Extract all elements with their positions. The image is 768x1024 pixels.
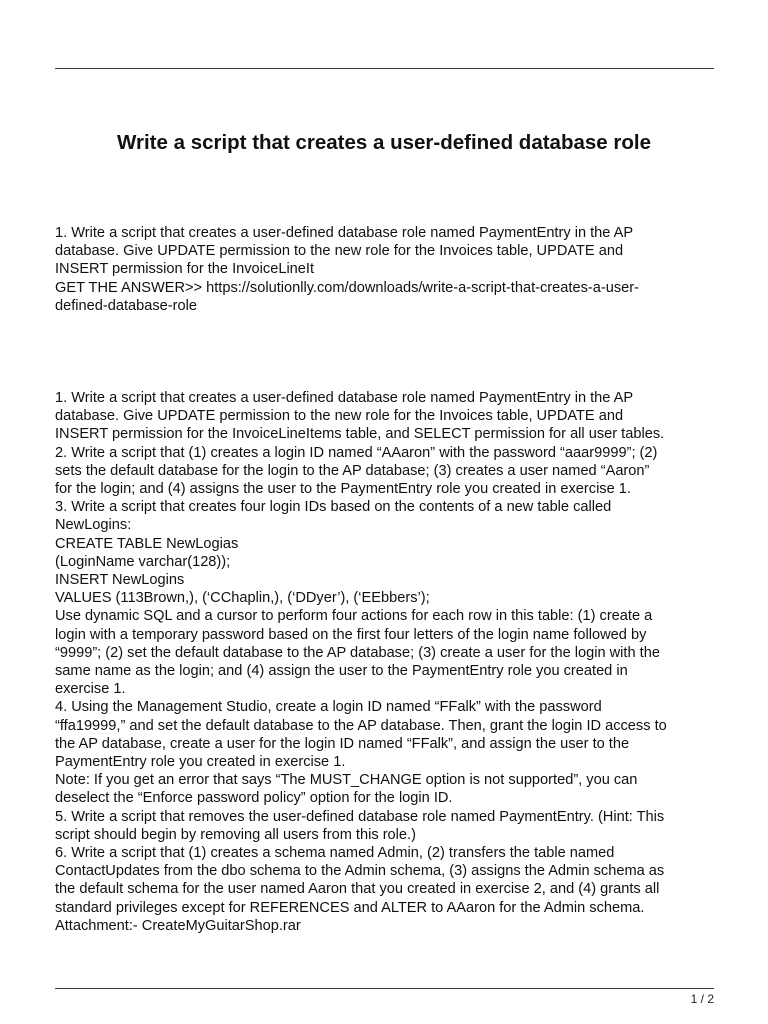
intro-paragraph [55, 224, 715, 315]
text-line: NewLogins: [55, 517, 132, 534]
text-line: “ffa19999,” and set the default database to the AP database. Then, grant the login ID access to [55, 717, 667, 734]
text-line: 1. Write a script that creates a user-defined database role named PaymentEntry in the AP [55, 390, 634, 406]
text-line: 1. Write a script that creates a user-defined database role named PaymentEntry in the AP [55, 225, 634, 241]
text-line: Note: If you get an error that says “The MUST_CHANGE option is not supported”, you can [55, 772, 638, 789]
text-line: the default schema for the user named Aaron that you created in exercise 2, and (4) grants all [55, 881, 660, 898]
text-line: exercise 1. [55, 681, 126, 698]
code-line: VALUES (113Brown,), (‘CChaplin,), (‘DDyer’), (‘EEbbers’); [55, 590, 430, 607]
answer-link-line[interactable]: defined-database-role [55, 297, 197, 314]
code-line: (LoginName varchar(128)); [55, 553, 231, 570]
document-title: Write a script that creates a user-defined database role [117, 131, 651, 154]
header-rule [55, 68, 714, 69]
text-line: login with a temporary password based on the first four letters of the login name followed by [55, 626, 647, 643]
code-line: INSERT NewLogins [55, 572, 185, 589]
attachment-line: Attachment:- CreateMyGuitarShop.rar [55, 917, 301, 934]
text-line: for the login; and (4) assigns the user to the PaymentEntry role you created in exercise 1. [55, 481, 631, 498]
text-line: sets the default database for the login to the AP database; (3) creates a user named “Aaron” [55, 462, 650, 479]
answer-link-line[interactable]: GET THE ANSWER>> https://solutionlly.com/downloads/write-a-script-that-creates-a-user- [55, 279, 639, 296]
text-line: ContactUpdates from the dbo schema to the Admin schema, (3) assigns the Admin schema as [55, 863, 665, 880]
text-line: the AP database, create a user for the login ID named “FFalk”, and assign the user to the [55, 735, 630, 752]
text-line: “9999”; (2) set the default database to the AP database; (3) create a user for the login with the [55, 644, 660, 661]
exercise-body [55, 389, 715, 935]
text-line: 3. Write a script that creates four login IDs based on the contents of a new table called [55, 499, 612, 516]
footer-rule [55, 988, 714, 989]
text-line: deselect the “Enforce password policy” option for the login ID. [55, 790, 453, 807]
text-line: script should begin by removing all users from this role.) [55, 826, 416, 843]
text-line: same name as the login; and (4) assign the user to the PaymentEntry role you created in [55, 663, 628, 680]
text-line: database. Give UPDATE permission to the new role for the Invoices table, UPDATE and [55, 408, 624, 425]
text-line: PaymentEntry role you created in exercise 1. [55, 754, 346, 771]
text-line: 5. Write a script that removes the user-defined database role named PaymentEntry. (Hint: This [55, 808, 665, 825]
text-line: 4. Using the Management Studio, create a login ID named “FFalk” with the password [55, 699, 602, 716]
text-line: INSERT permission for the InvoiceLineIt [55, 261, 315, 278]
text-line: 2. Write a script that (1) creates a login ID named “AAaron” with the password “aaar9999”; (2) [55, 444, 658, 461]
text-line: 6. Write a script that (1) creates a schema named Admin, (2) transfers the table named [55, 845, 615, 862]
text-line: standard privileges except for REFERENCES and ALTER to AAaron for the Admin schema. [55, 899, 645, 916]
code-line: CREATE TABLE NewLogias [55, 535, 239, 552]
text-line: Use dynamic SQL and a cursor to perform four actions for each row in this table: (1) create a [55, 608, 653, 625]
page-number: 1 / 2 [690, 992, 714, 1006]
text-line: database. Give UPDATE permission to the new role for the Invoices table, UPDATE and [55, 243, 624, 260]
text-line: INSERT permission for the InvoiceLineItems table, and SELECT permission for all user tables. [55, 426, 665, 443]
